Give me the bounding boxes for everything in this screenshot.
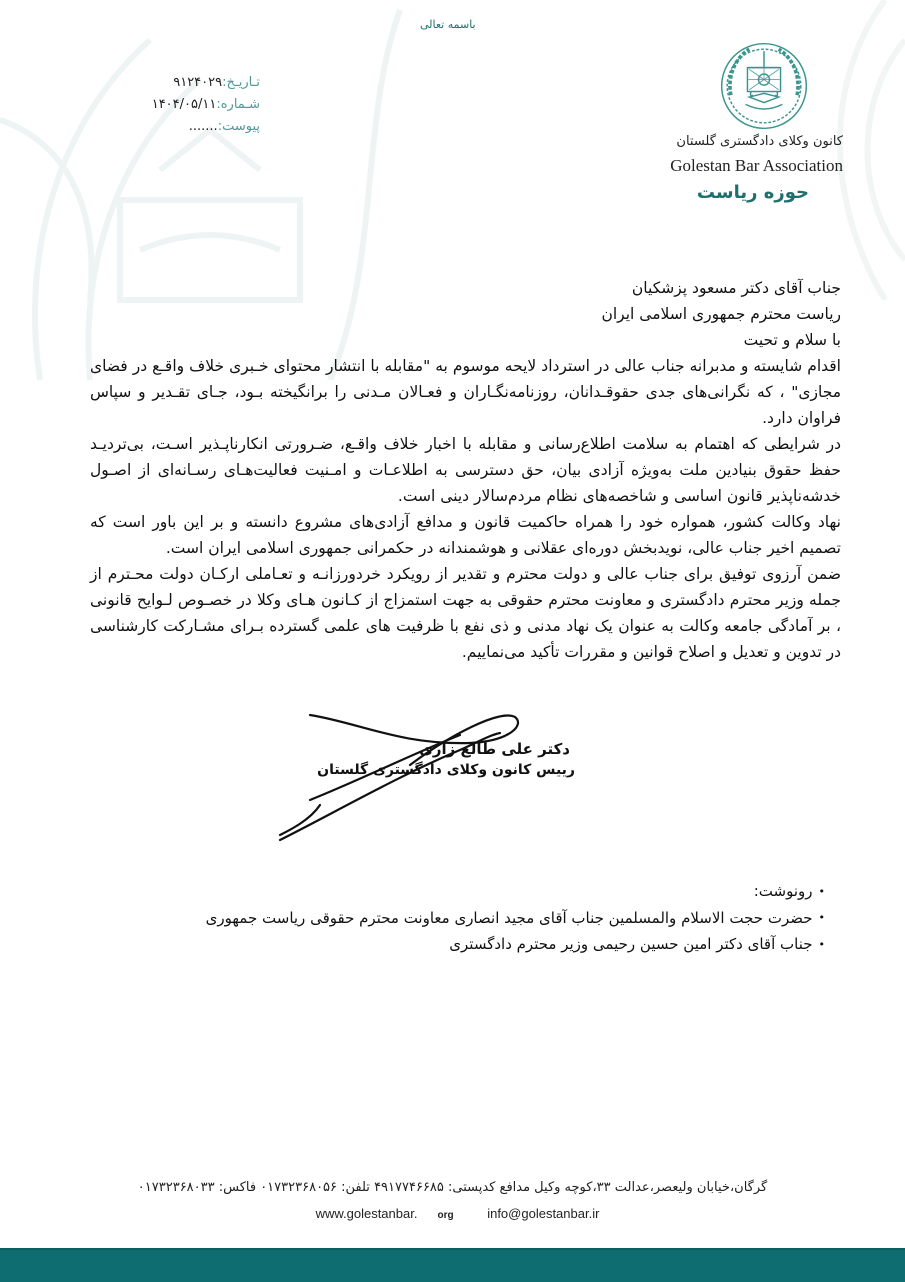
- meta-attachment-value: .......: [188, 119, 218, 134]
- cc-list: [206, 878, 825, 958]
- bar-association-logo-icon: [718, 40, 810, 132]
- letter-meta: [152, 72, 260, 138]
- signatory-name: دکتر علی طالع زاری: [419, 740, 570, 758]
- paragraph-2: در شرایطی که اهتمام به سلامت اطلاع‌رسانی و مقابله با اخبار خلاف واقـع، ضـرورتی انکارناپـذیر اسـت، بی‌تردیـد حفظ حقوق بنیادین ملت به‌ویژه آزادی بیان، حق دسترسی به اطلاعـات و امـنیت فعالیت‌هـای رسـانه‌ای از اصـول خدشه‌ناپذیر قانون اساسی و شاخصه‌های نظام مردم‌سالار دینی است.: [90, 435, 841, 505]
- paragraph-3: نهاد وکالت کشور، همواره خود را همراه حاکمیت قانون و مدافع آزادی‌های مشروع دانسته و بر این باور است که تصمیم اخیر جناب عالی، نویدبخش دوره‌ای عقلانی و هوشمندانه در حکمرانی جمهوری اسلامی ایران است.: [90, 513, 841, 557]
- cc-item: • حضرت حجت الاسلام والمسلمین جناب آقای مجید انصاری معاونت محترم حقوقی ریاست جمهوری: [206, 905, 825, 932]
- website-link[interactable]: [306, 1206, 464, 1221]
- meta-date: [152, 72, 260, 94]
- email-link[interactable]: info@golestanbar.ir: [487, 1206, 600, 1221]
- paragraph-4: ضمن آرزوی توفیق برای جناب عالی و دولت محترم و تقدیر از رویکرد خردورزانـه و تعـاملی ارکـان دولت محـترم از جمله وزیر محترم دادگستری و معاونت محترم حقوقی به جهت استمزاج از کـانون هـای وکلا در خصـوص لـوایح قانونی ، بر آمادگی جامعه وکالت به عنوان یک نهاد مدنی و ذی نفع با ظرفیت های علمی گسترده بـرای مشـارکت کارشناسی در تدوین و تعدیل و اصلاح قوانین و مقررات تأکید می‌نماییم.: [90, 565, 841, 661]
- org-name-persian: کانون وکلای دادگستری گلستان: [676, 134, 843, 149]
- website-tld: org: [437, 1210, 454, 1221]
- meta-attachment-label: پیوست:: [217, 119, 260, 134]
- footer-contact: [0, 1206, 905, 1221]
- recipient-title: ریاست محترم جمهوری اسلامی ایران: [601, 305, 841, 323]
- letter-body: [90, 275, 841, 665]
- org-name-english: Golestan Bar Association: [670, 156, 843, 175]
- meta-date-label: تـاریـخ:: [222, 75, 260, 90]
- meta-number-value: ۱۴۰۴/۰۵/۱۱: [151, 97, 217, 112]
- signatory-title: رییس کانون وکلای دادگستری گلستان: [317, 762, 575, 778]
- handwritten-signature-icon: [270, 705, 570, 855]
- greeting: با سلام و تحیت: [743, 331, 841, 349]
- meta-attachment: [152, 116, 260, 138]
- recipient-name: جناب آقای دکتر مسعود پزشکیان: [631, 279, 841, 297]
- footer-color-bar: [0, 1248, 905, 1282]
- footer-address: گرگان،خیابان ولیعصر،عدالت ۳۳،کوچه وکیل مدافع کدپستی: ۴۹۱۷۷۴۶۶۸۵ تلفن: ۰۱۷۳۲۳۶۸۰۵۶ فاکس: ۰۱۷۳۲۳۶۸۰۳۳: [137, 1180, 768, 1195]
- cc-heading: • رونوشت:: [206, 878, 825, 905]
- cc-item: • جناب آقای دکتر امین حسین رحیمی وزیر محترم دادگستری: [206, 931, 825, 958]
- meta-number: [152, 94, 260, 116]
- bismillah-heading: باسمه تعالی: [420, 18, 476, 31]
- meta-date-value: ۹۱۲۴۰۲۹: [173, 75, 223, 90]
- paragraph-1: اقدام شایسته و مدبرانه جناب عالی در استرداد لایحه موسوم به "مقابله با انتشار محتوای خـبری خلاف واقـع در فضای مجازی" ، که نگرانی‌های جدی حقوقـدانان، روزنامه‌نگـاران و فعـالان مـدنی را برانگیخته بـود، جـای تقـدیر و سپاس فراوان دارد.: [90, 357, 841, 427]
- department-title: حوزه ریاست: [696, 182, 809, 203]
- meta-number-label: شـماره:: [216, 97, 260, 112]
- website-main: www.golestanbar.: [315, 1206, 418, 1221]
